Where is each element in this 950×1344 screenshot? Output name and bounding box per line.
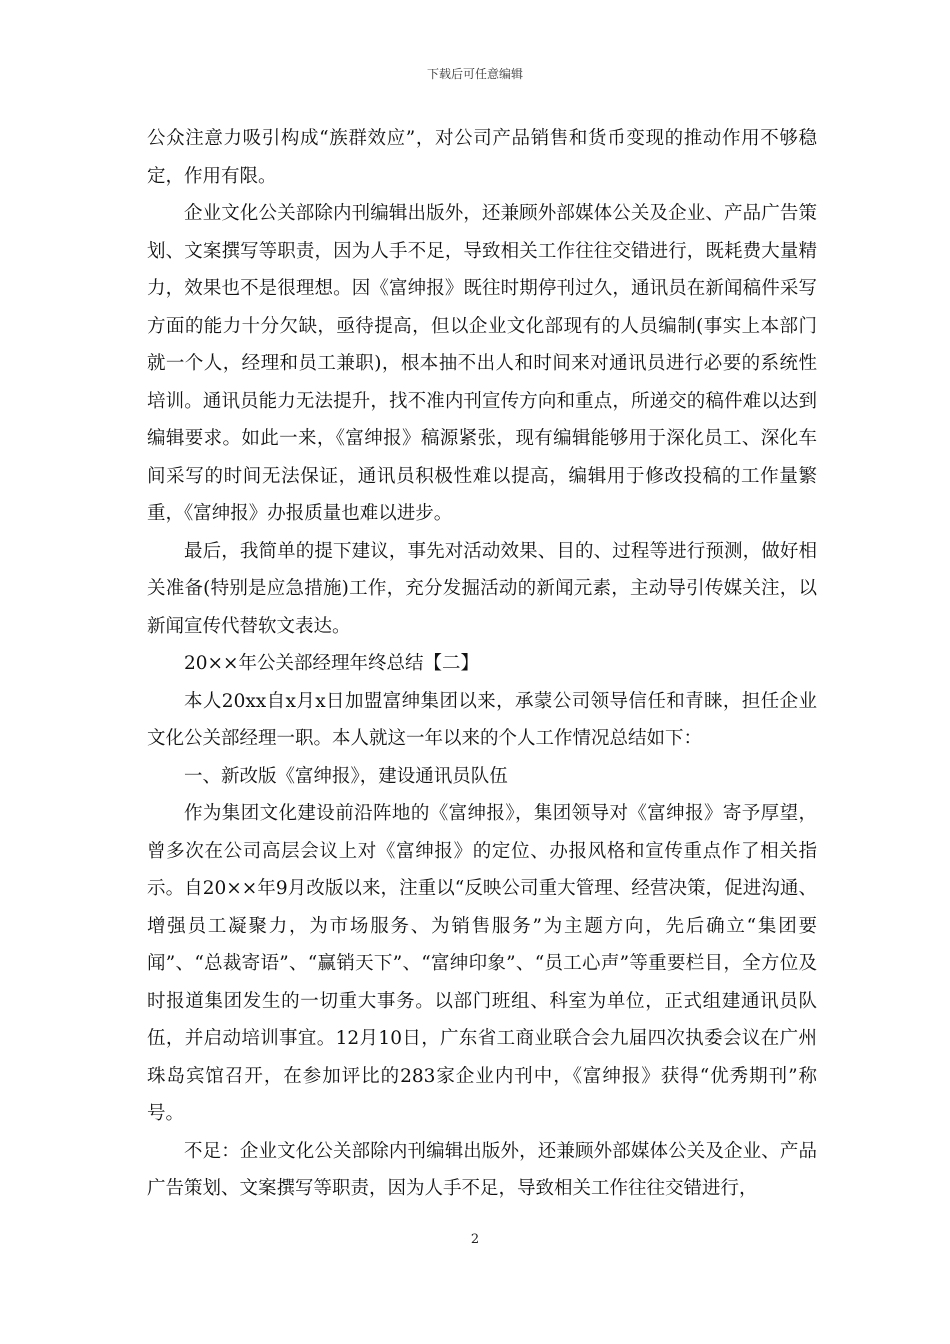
paragraph-1: 公众注意力吸引构成“族群效应”，对公司产品销售和货币变现的推动作用不够稳定，作用有限。	[147, 128, 817, 187]
paragraph-2: 企业文化公关部除内刊编辑出版外，还兼顾外部媒体公关及企业、产品广告策划、文案撰写等职责，因为人手不足，导致相关工作往往交错进行，既耗费大量精力，效果也不是很理想。因《富绅报》既往时期停刊过久，通讯员在新闻稿件采写方面的能力十分欠缺，亟待提高，但以企业文化部现有的人员编制(事实上本部门就一个人，经理和员工兼职)，根本抽不出人和时间来对通讯员进行必要的系统性培训。通讯员能力无法提升，找不准内刊宣传方向和重点，所递交的稿件难以达到编辑要求。如此一来，《富绅报》稿源紧张，现有编辑能够用于深化员工、深化车间采写的时间无法保证，通讯员积极性难以提高，编辑用于修改投稿的工作量繁重，《富绅报》办报质量也难以进步。	[147, 203, 817, 524]
page-footer	[0, 1232, 950, 1247]
document-body	[147, 120, 817, 1208]
page-header	[0, 66, 950, 82]
header-text: 下载后可任意编辑	[426, 67, 523, 81]
paragraph-7: 作为集团文化建设前沿阵地的《富绅报》，集团领导对《富绅报》寄予厚望，曾多次在公司高层会议上对《富绅报》的定位、办报风格和宣传重点作了相关指示。自20××年9月改版以来，注重以“反映公司重大管理、经营决策，促进沟通、增强员工凝聚力，为市场服务、为销售服务”为主题方向，先后确立“集团要闻”、“总裁寄语”、“赢销天下”、“富绅印象”、“员工心声”等重要栏目，全方位及时报道集团发生的一切重大事务。以部门班组、科室为单位，正式组建通讯员队伍，并启动培训事宜。12月10日，广东省工商业联合会九届四次执委会议在广州珠岛宾馆召开，在参加评比的283家企业内刊中，《富绅报》获得“优秀期刊”称号。	[147, 803, 817, 1124]
paragraph-5: 本人20xx自x月x日加盟富绅集团以来，承蒙公司领导信任和青睐，担任企业文化公关部经理一职。本人就这一年以来的个人工作情况总结如下：	[147, 690, 817, 749]
page-number: 2	[470, 1232, 480, 1247]
paragraph-3: 最后，我简单的提下建议，事先对活动效果、目的、过程等进行预测，做好相关准备(特别是应急措施)工作，充分发掘活动的新闻元素，主动导引传媒关注，以新闻宣传代替软文表达。	[147, 540, 817, 637]
paragraph-8: 不足：企业文化公关部除内刊编辑出版外，还兼顾外部媒体公关及企业、产品广告策划、文案撰写等职责，因为人手不足，导致相关工作往往交错进行，	[147, 1140, 817, 1199]
subsection-heading: 一、新改版《富绅报》，建设通讯员队伍	[184, 765, 508, 787]
section-title: 20××年公关部经理年终总结【二】	[184, 653, 480, 674]
